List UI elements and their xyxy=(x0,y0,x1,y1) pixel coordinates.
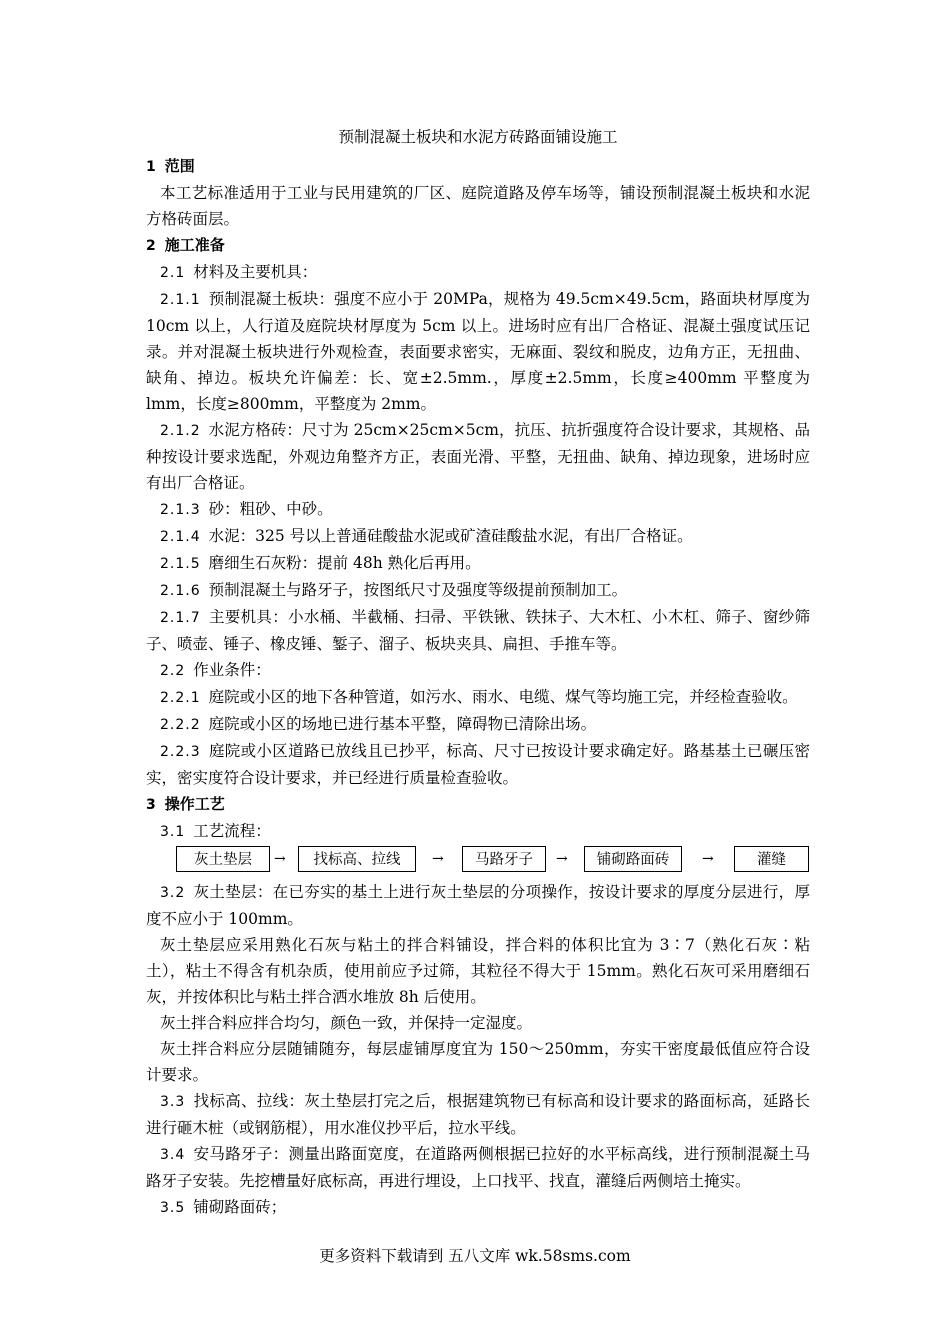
clause-3-3: 3.3 找标高、拉线：灰土垫层打完之后，根据建筑物已有标高和设计要求的路面标高，延路长进行砸木桩（或钢筋棍），用水准仪抄平后，拉水平线。 xyxy=(146,1092,810,1137)
flow-step-level-line: 找标高、拉线 xyxy=(298,846,416,872)
clause-2-1-4: 2.1.4 水泥：325 号以上普通硅酸盐水泥或矿渣硅酸盐水泥，有出厂合格证。 xyxy=(160,527,693,545)
flow-step-curb: 马路牙子 xyxy=(462,846,546,872)
paragraph-3-2-c: 灰土拌合料应分层随铺随夯，每层虚铺厚度宜为 150～250mm，夯实干密度最低值应符合设计要求。 xyxy=(146,1040,810,1084)
flow-step-paving: 铺砌路面砖 xyxy=(584,846,682,872)
section-2-heading: 2 施工准备 xyxy=(146,236,225,254)
clause-2-1-1: 2.1.1 预制混凝土板块：强度不应小于 20MPa，规格为 49.5cm×49.5cm，路面块材厚度为 10cm 以上，人行道及庭院块材厚度为 5cm 以上。进场时应有出厂合格证、混凝土强度试压记录。并对混凝土板块进行外观检查，表面要求密实，无麻面、裂纹和脱皮，边角方正，无扭曲、缺角、掉边。板块允许偏差：长、宽±2.5mm.，厚度±2.5mm，长度≥400mm 平整度为 lmm，长度≥800mm，平整度为 2mm。 xyxy=(146,290,810,413)
clause-2-1-7: 2.1.7 主要机具：小水桶、半截桶、扫帚、平铁锹、铁抹子、大木杠、小木杠、筛子、窗纱筛子、喷壶、锤子、橡皮锤、錾子、溜子、板块夹具、扁担、手推车等。 xyxy=(146,608,810,653)
section-1-body: 本工艺标准适用于工业与民用建筑的厂区、庭院道路及停车场等，铺设预制混凝土板块和水泥方格砖面层。 xyxy=(146,184,810,228)
flow-arrow-icon: → xyxy=(702,851,714,867)
flow-step-lime-soil: 灰土垫层 xyxy=(176,846,270,872)
clause-2-2-1: 2.2.1 庭院或小区的地下各种管道，如污水、雨水、电缆、煤气等均施工完，并经检查验收。 xyxy=(160,688,798,706)
clause-2-2: 2.2 作业条件： xyxy=(160,661,271,679)
clause-2-2-3: 2.2.3 庭院或小区道路已放线且已抄平，标高、尺寸已按设计要求确定好。路基基土已碾压密实，密实度符合设计要求，并已经进行质量检查验收。 xyxy=(146,742,810,787)
clause-2-1-2: 2.1.2 水泥方格砖：尺寸为 25cm×25cm×5cm，抗压、抗折强度符合设计要求，其规格、品种按设计要求选配，外观边角整齐方正，表面光滑、平整，无扭曲、缺角、掉边现象，进场时应有出厂合格证。 xyxy=(146,421,810,492)
clause-3-5: 3.5 铺砌路面砖； xyxy=(160,1198,287,1216)
clause-2-1-6: 2.1.6 预制混凝土与路牙子，按图纸尺寸及强度等级提前预制加工。 xyxy=(160,581,628,599)
paragraph-3-2-a: 灰土垫层应采用熟化石灰与粘土的拌合料铺设，拌合料的体积比宜为 3∶7（熟化石灰∶粘土），粘土不得含有机杂质，使用前应予过筛，其粒径不得大于 15mm。熟化石灰可采用磨细石灰，并按体积比与粘土拌合洒水堆放 8h 后使用。 xyxy=(146,936,810,1006)
clause-2-1: 2.1 材料及主要机具： xyxy=(160,263,318,281)
clause-2-1-5: 2.1.5 磨细生石灰粉：提前 48h 熟化后再用。 xyxy=(160,554,481,572)
clause-2-1-3: 2.1.3 砂：粗砂、中砂。 xyxy=(160,500,333,518)
flow-arrow-icon: → xyxy=(556,851,568,867)
section-1-heading: 1 范围 xyxy=(146,157,195,175)
flow-arrow-icon: → xyxy=(432,851,444,867)
page-footer: 更多资料下载请到 五八文库 wk.58sms.com xyxy=(319,1247,631,1265)
document-title: 预制混凝土板块和水泥方砖路面铺设施工 xyxy=(338,128,618,146)
flow-step-grouting: 灌缝 xyxy=(734,846,809,872)
flow-arrow-icon: → xyxy=(274,851,286,867)
clause-3-2: 3.2 灰土垫层：在已夯实的基土上进行灰土垫层的分项操作，按设计要求的厚度分层进行，厚度不应小于 100mm。 xyxy=(146,883,810,928)
process-flow xyxy=(146,846,810,876)
section-3-heading: 3 操作工艺 xyxy=(146,795,225,813)
clause-3-1: 3.1 工艺流程： xyxy=(160,822,271,840)
document-page xyxy=(146,124,810,1221)
clause-3-4: 3.4 安马路牙子：测量出路面宽度，在道路两侧根据已拉好的水平标高线，进行预制混凝土马路牙子安装。先挖槽量好底标高，再进行埋设，上口找平、找直，灌缝后两侧培土掩实。 xyxy=(146,1145,810,1190)
clause-2-2-2: 2.2.2 庭院或小区的场地已进行基本平整，障碍物已清除出场。 xyxy=(160,715,597,733)
paragraph-3-2-b: 灰土拌合料应拌合均匀，颜色一致，并保持一定湿度。 xyxy=(160,1014,533,1032)
